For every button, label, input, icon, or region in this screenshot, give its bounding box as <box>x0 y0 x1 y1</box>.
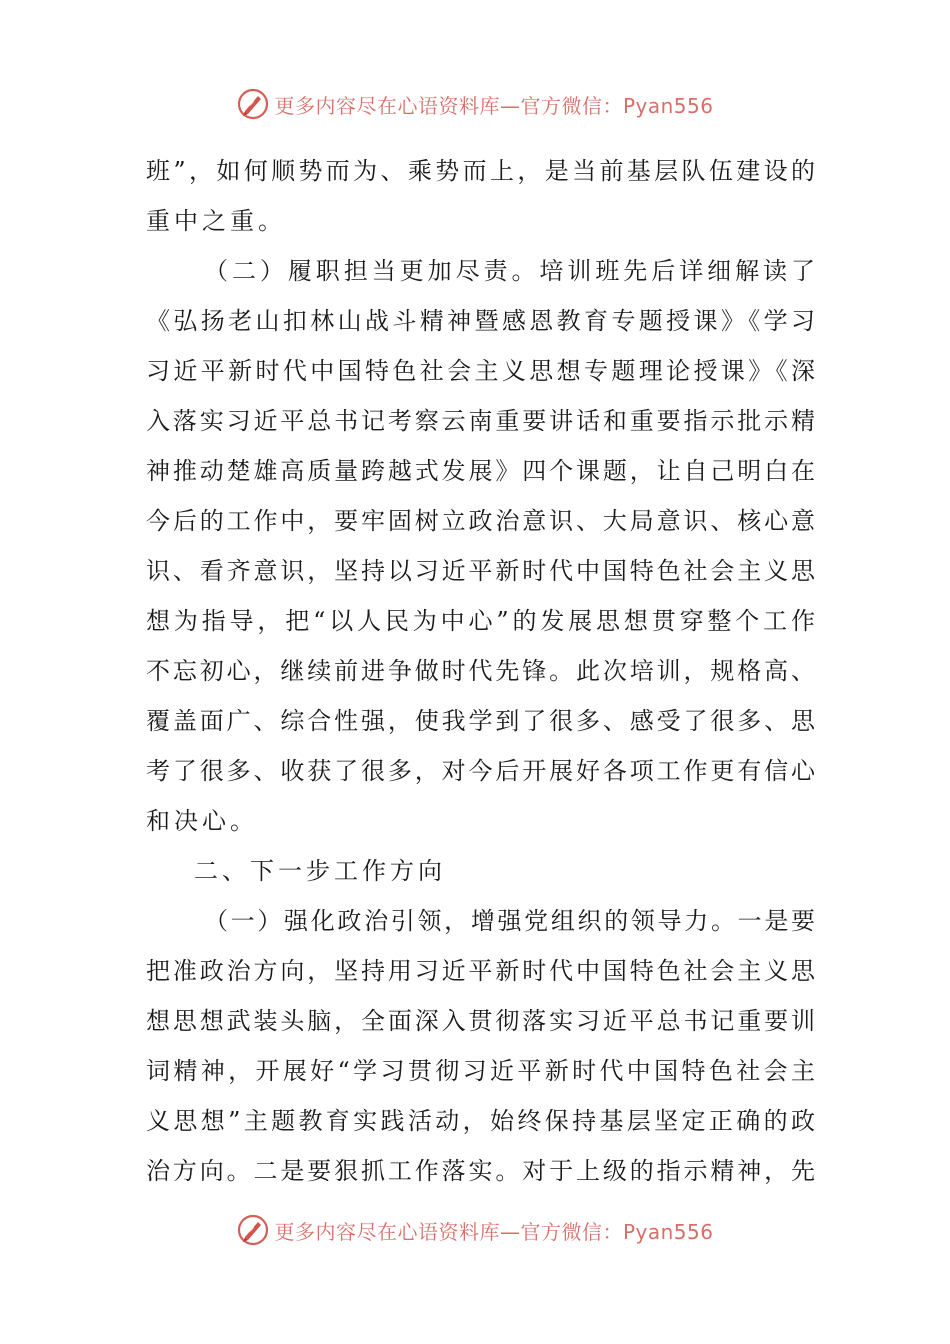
footer-watermark-banner <box>0 1208 950 1252</box>
text-line: （一）强化政治引领，增强党组织的领导力。一是要 <box>204 907 816 935</box>
text-line: 把准政治方向，坚持用习近平新时代中国特色社会主义思 <box>146 957 816 985</box>
text-line: 入落实习近平总书记考察云南重要讲话和重要指示批示精 <box>146 407 816 435</box>
watermark-text: 更多内容尽在心语资料库—官方微信：Pyan556 <box>274 93 714 118</box>
pen-heart-logo-icon <box>236 87 270 121</box>
text-line: 习近平新时代中国特色社会主义思想专题理论授课》《深 <box>146 357 816 385</box>
pen-heart-logo-icon <box>236 1213 270 1247</box>
text-line: 义思想”主题教育实践活动，始终保持基层坚定正确的政 <box>146 1107 816 1135</box>
text-line: 二、下一步工作方向 <box>194 857 446 885</box>
text-line: 考了很多、收获了很多，对今后开展好各项工作更有信心 <box>146 757 816 785</box>
text-line: 词精神，开展好“学习贯彻习近平新时代中国特色社会主 <box>146 1057 816 1085</box>
text-line: 和决心。 <box>146 807 258 835</box>
text-line: 今后的工作中，要牢固树立政治意识、大局意识、核心意 <box>146 507 816 535</box>
header-watermark-banner <box>0 82 950 126</box>
document-body <box>146 146 816 1196</box>
text-line: 重中之重。 <box>146 207 286 235</box>
text-line: 班”，如何顺势而为、乘势而上，是当前基层队伍建设的 <box>146 157 816 185</box>
text-line: 覆盖面广、综合性强，使我学到了很多、感受了很多、思 <box>146 707 816 735</box>
text-line: 想为指导，把“以人民为中心”的发展思想贯穿整个工作 <box>146 607 816 635</box>
text-line: 想思想武装头脑，全面深入贯彻落实习近平总书记重要训 <box>146 1007 816 1035</box>
text-line: 神推动楚雄高质量跨越式发展》四个课题，让自己明白在 <box>146 457 816 485</box>
text-line: 识、看齐意识，坚持以习近平新时代中国特色社会主义思 <box>146 557 816 585</box>
watermark-text: 更多内容尽在心语资料库—官方微信：Pyan556 <box>274 1219 714 1244</box>
text-line: （二）履职担当更加尽责。培训班先后详细解读了 <box>204 257 816 285</box>
text-line: 《弘扬老山扣林山战斗精神暨感恩教育专题授课》《学习 <box>146 307 816 335</box>
text-line: 不忘初心，继续前进争做时代先锋。此次培训，规格高、 <box>146 657 816 685</box>
text-line: 治方向。二是要狠抓工作落实。对于上级的指示精神，先 <box>146 1157 816 1185</box>
